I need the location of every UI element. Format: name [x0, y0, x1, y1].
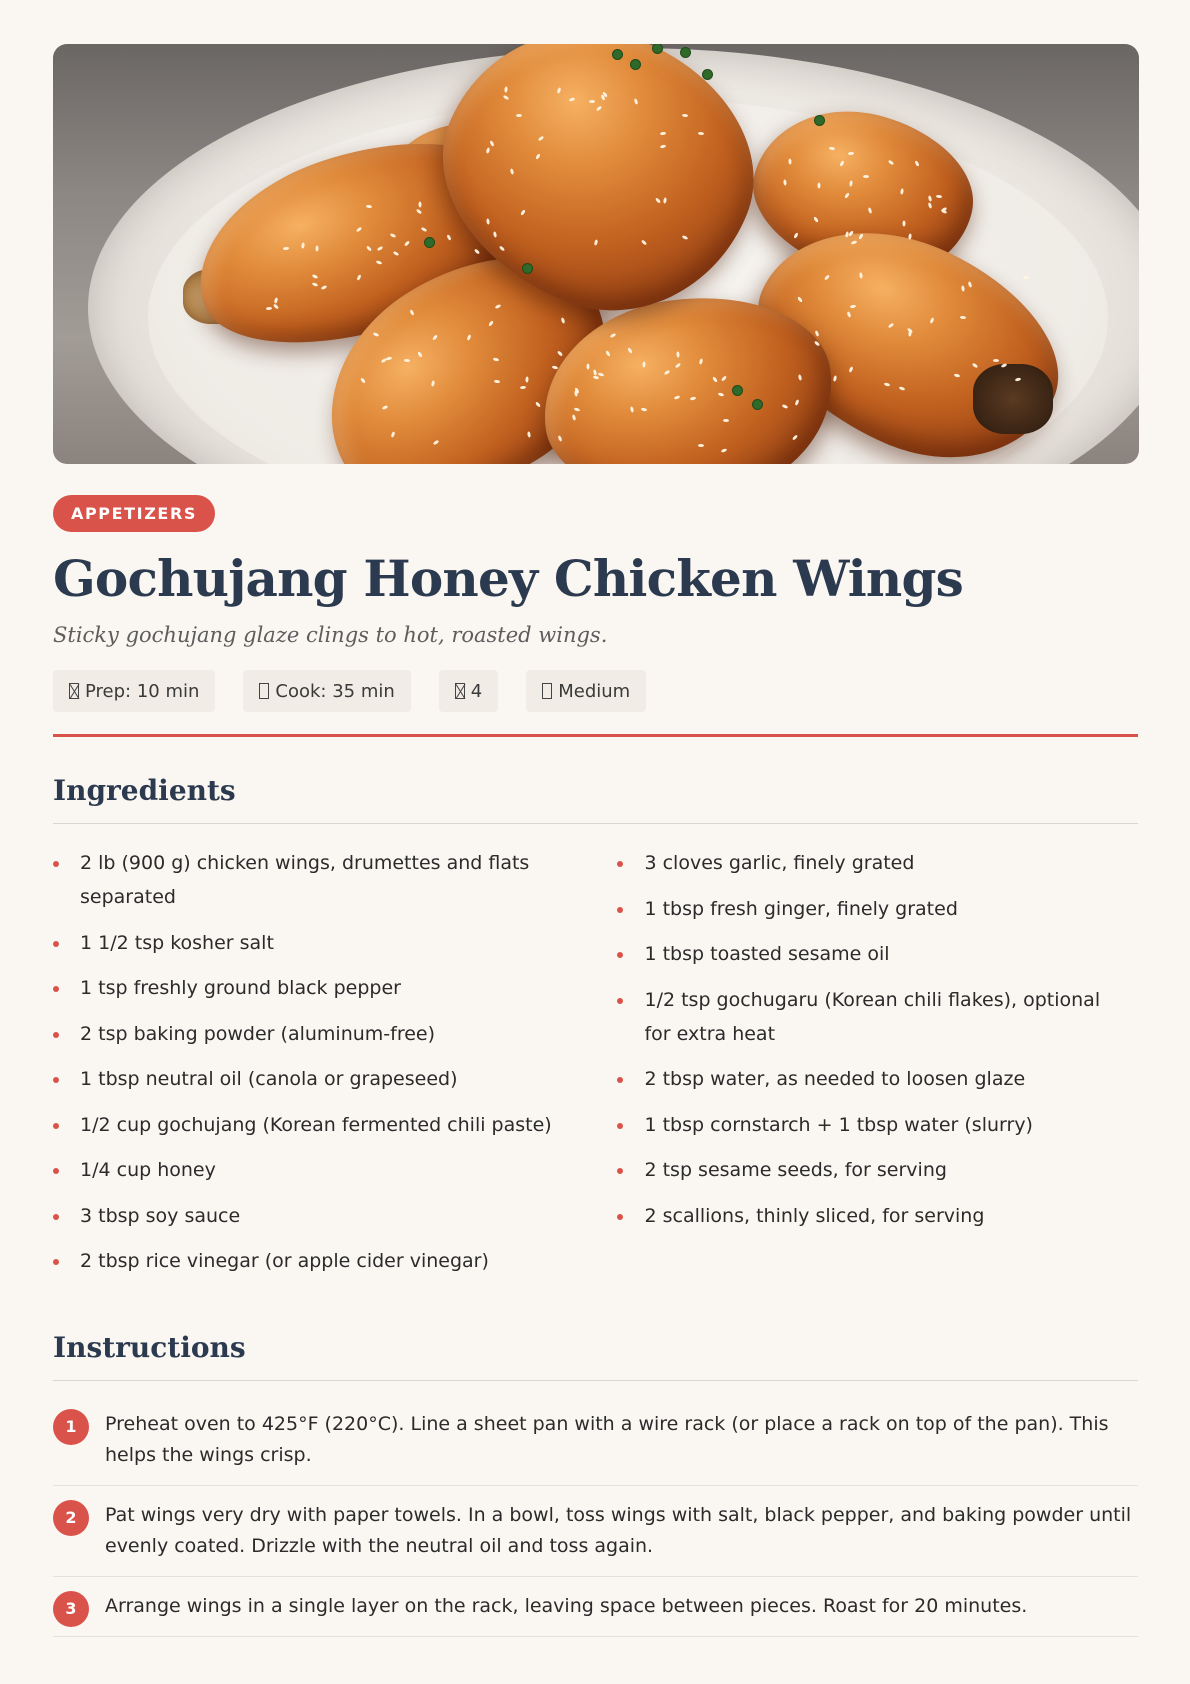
instructions-heading: Instructions [53, 1330, 246, 1364]
prep-time-label: Prep: 10 min [85, 680, 200, 702]
ingredient-item [53, 971, 617, 1005]
bullet-icon [53, 1214, 59, 1220]
bullet-icon [53, 1077, 59, 1083]
ingredients-column-left [53, 846, 617, 1290]
ingredient-text: 2 tbsp rice vinegar (or apple cider vinegar) [80, 1250, 489, 1272]
ingredient-text: 1 tbsp fresh ginger, finely grated [644, 897, 958, 920]
bullet-icon [617, 1214, 623, 1220]
scallion-garnish [653, 44, 662, 53]
sesame-seed [723, 419, 729, 422]
ingredient-item [617, 1062, 1138, 1096]
bullet-icon [53, 941, 59, 947]
ingredients-heading: Ingredients [53, 774, 236, 807]
bullet-icon [617, 1168, 623, 1174]
scallion-garnish [631, 60, 640, 69]
bullet-icon [617, 861, 623, 867]
servings-label: 4 [470, 680, 483, 702]
instructions-divider [53, 1380, 1138, 1381]
ingredient-item [53, 846, 617, 914]
ingredient-text: 3 cloves garlic, finely grated [644, 852, 915, 874]
ingredient-text: 1/4 cup honey [80, 1159, 216, 1181]
scallion-garnish [733, 386, 742, 395]
ingredient-text: 1 1/2 tsp kosher salt [80, 931, 274, 954]
difficulty-label: Medium [558, 680, 631, 702]
ingredient-item [53, 1017, 617, 1051]
ingredient-item [53, 1062, 617, 1096]
prep-time-chip [53, 670, 215, 712]
ingredient-text: 2 tsp baking powder (aluminum-free) [80, 1022, 436, 1045]
missing-glyph-icon [69, 683, 79, 699]
sesame-seed [849, 180, 853, 186]
bullet-icon [53, 1032, 59, 1038]
ingredient-text: 1/2 cup gochujang (Korean fermented chili paste) [80, 1113, 552, 1136]
sesame-seed [902, 221, 905, 227]
ingredient-text: 1 tbsp toasted sesame oil [644, 943, 890, 965]
scallion-garnish [703, 70, 712, 79]
sesame-seed [504, 86, 508, 92]
bullet-icon [617, 1123, 623, 1129]
sesame-seed [960, 315, 966, 319]
ingredient-text: 2 tsp sesame seeds, for serving [644, 1159, 947, 1181]
instruction-step [53, 1409, 1138, 1486]
ingredient-text: 2 lb (900 g) chicken wings, drumettes and flats separated [80, 852, 530, 908]
recipe-title: Gochujang Honey Chicken Wings [53, 549, 963, 608]
instructions-list [53, 1409, 1138, 1637]
sesame-seed [848, 151, 854, 155]
missing-glyph-icon [455, 683, 465, 699]
bullet-icon [53, 1259, 59, 1265]
ingredient-item [617, 1153, 1138, 1187]
ingredients-list [53, 846, 1138, 1290]
ingredients-divider [53, 823, 1138, 824]
ingredient-text: 1 tsp freshly ground black pepper [80, 977, 401, 999]
bullet-icon [617, 952, 623, 958]
bullet-icon [617, 998, 623, 1004]
scallion-garnish [753, 400, 762, 409]
recipe-meta [53, 670, 1138, 712]
ingredient-item [53, 1108, 617, 1142]
step-number: 2 [53, 1500, 89, 1536]
sesame-seed [993, 359, 999, 362]
scallion-garnish [425, 238, 434, 247]
bullet-icon [53, 861, 59, 867]
cook-time-chip [243, 670, 410, 712]
difficulty-chip [526, 670, 646, 712]
category-badge[interactable]: APPETIZERS [53, 495, 215, 532]
sesame-seed [698, 443, 704, 446]
sesame-seed [817, 183, 820, 189]
hero-photo [53, 44, 1139, 464]
ingredient-item [53, 926, 617, 960]
bullet-icon [617, 1077, 623, 1083]
ingredient-text: 1 tbsp cornstarch + 1 tbsp water (slurry) [644, 1113, 1033, 1136]
sesame-seed [698, 131, 704, 134]
step-number: 3 [53, 1591, 89, 1627]
ingredient-item [617, 983, 1138, 1051]
recipe-subtitle: Sticky gochujang glaze clings to hot, roasted wings. [53, 623, 608, 647]
sesame-seed [676, 351, 679, 357]
ingredients-column-right [617, 846, 1138, 1290]
accent-divider [53, 734, 1138, 737]
ingredient-item [617, 1108, 1138, 1142]
sesame-seed [1023, 276, 1029, 279]
servings-chip [439, 670, 498, 712]
ingredient-item [53, 1244, 617, 1278]
step-number: 1 [53, 1409, 89, 1445]
ingredient-item [617, 846, 1138, 880]
instruction-step [53, 1591, 1138, 1637]
missing-glyph-icon [542, 683, 552, 699]
ingredient-item [53, 1153, 617, 1187]
cook-time-label: Cook: 35 min [275, 680, 395, 702]
ingredient-item [617, 937, 1138, 971]
scallion-garnish [523, 264, 532, 273]
bullet-icon [53, 1168, 59, 1174]
ingredient-text: 2 tbsp water, as needed to loosen glaze [644, 1068, 1026, 1090]
ingredient-item [617, 1199, 1138, 1233]
ingredient-text: 1/2 tsp gochugaru (Korean chili flakes), optional for extra heat [644, 988, 1101, 1045]
scallion-garnish [681, 48, 690, 57]
bullet-icon [53, 1123, 59, 1129]
step-text: Preheat oven to 425°F (220°C). Line a sheet pan with a wire rack (or place a rack on top of the pan). This helps the wings crisp. [105, 1412, 1109, 1466]
wing-bone [973, 364, 1053, 434]
ingredient-item [53, 1199, 617, 1233]
step-text: Arrange wings in a single layer on the rack, leaving space between pieces. Roast for 20 minutes. [105, 1594, 1028, 1617]
sesame-seed [265, 306, 271, 310]
ingredient-item [617, 892, 1138, 926]
bullet-icon [617, 907, 623, 913]
scallion-garnish [613, 50, 622, 59]
missing-glyph-icon [259, 683, 269, 699]
sesame-seed [783, 179, 787, 185]
ingredient-text: 2 scallions, thinly sliced, for serving [644, 1204, 985, 1227]
sesame-seed [829, 146, 835, 150]
bullet-icon [53, 986, 59, 992]
ingredient-text: 3 tbsp soy sauce [80, 1204, 241, 1227]
sesame-seed [404, 358, 410, 362]
ingredient-text: 1 tbsp neutral oil (canola or grapeseed) [80, 1068, 458, 1090]
step-text: Pat wings very dry with paper towels. In a bowl, toss wings with salt, black pepper, and baking powder until evenly coated. Drizzle with the neutral oil and toss again. [105, 1503, 1132, 1557]
scallion-garnish [815, 116, 824, 125]
sesame-seed [516, 114, 522, 117]
instruction-step [53, 1500, 1138, 1577]
